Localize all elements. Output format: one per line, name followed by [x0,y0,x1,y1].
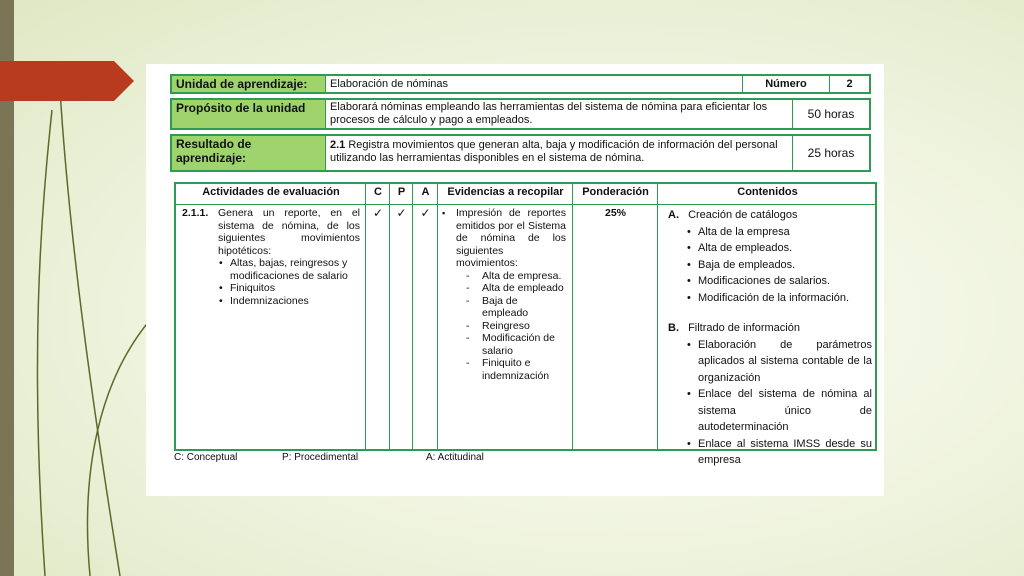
section-b-item: • Elaboración de parámetros aplicados al sistema contable de la organización [686,337,872,387]
evidence-cell [442,207,566,382]
section-a-title-row [668,207,872,224]
proposito-value: Elaborará nóminas empleando las herramientas del sistema de nómina para eficientar los procesos de cálculo y pago a empleados. [326,100,793,128]
header-a: A [421,186,430,198]
header-contenidos: Contenidos [737,186,798,198]
section-a-item: • Alta de la empresa [686,224,872,241]
section-b-letter: B. [668,322,679,334]
resultado-cell [326,136,793,170]
header-p: P [397,186,406,198]
resultado-horas: 25 horas [807,146,855,160]
col-p [390,184,413,449]
header-evidencias: Evidencias a recopilar [447,186,564,198]
evidence-item: - Alta de empresa. [456,270,566,283]
resultado-label: Resultado de aprendizaje: [172,136,326,170]
section-a-item: • Modificaciones de salarios. [686,273,872,290]
col-a [413,184,438,449]
legend-procedimental: P: Procedimental [282,452,359,463]
ponderacion-value: 25% [604,207,626,219]
evidence-item: - Finiquito e indemnización [456,357,566,382]
section-a-letter: A. [668,209,679,221]
unidad-row [170,74,871,94]
evidence-item: - Baja de empleado [456,295,566,320]
header-c: C [374,186,382,198]
resultado-num: 2.1 [330,139,346,151]
activity-item: • Finiquitos [218,282,360,295]
activity-item: • Indemnizaciones [218,295,360,308]
col-ponderacion [573,184,658,449]
section-a-item: • Alta de empleados. [686,240,872,257]
activity-item: • Altas, bajas, reingresos y modificaciones de salario [218,257,360,282]
legend-conceptual: C: Conceptual [174,452,238,463]
check-c: ✓ [372,206,384,220]
evidence-item: - Modificación de salario [456,332,566,357]
section-a-title: Creación de catálogos [688,209,798,221]
contenidos-cell [668,207,872,469]
unidad-label: Unidad de aprendizaje: [172,76,326,92]
evidence-text: ▪ Impresión de reportes emitidos por el Sistema de nómina de los siguientes movimientos: [442,207,566,270]
header-actividades: Actividades de evaluación [202,186,340,198]
proposito-horas: 50 horas [807,107,855,121]
section-a-item: • Baja de empleados. [686,257,872,274]
section-b-item: • Enlace del sistema de nómina al sistema único de autodeterminación [686,386,872,436]
title-accent-arrow [0,61,134,101]
section-a-item: • Modificación de la información. [686,290,872,307]
check-p: ✓ [396,206,407,220]
check-a: ✓ [420,206,431,220]
resultado-value: Registra movimientos que generan alta, baja y modificación de información del personal utilizando las herramientas disponibles en el sistema de nómina. [330,139,778,164]
activity-cell [182,207,360,307]
unidad-value: Elaboración de nóminas [326,76,743,92]
legend-actitudinal: A: Actitudinal [426,452,484,463]
section-b-title-row [668,320,872,337]
col-c [366,184,390,449]
numero-label: Número [743,76,830,92]
section-b-item: • Enlace al sistema IMSS desde su empresa [686,436,872,469]
proposito-label: Propósito de la unidad [172,100,326,128]
evidence-item: - Alta de empleado [456,282,566,295]
resultado-row [170,134,871,172]
header-ponderacion: Ponderación [582,186,649,198]
numero-value: 2 [846,78,853,90]
activity-text: Genera un reporte, en el sistema de nómina, de los siguientes movimientos hipotéticos: [218,207,360,257]
evidence-item: - Reingreso [456,320,566,333]
content-sheet [146,64,884,496]
activity-number: 2.1.1. [182,207,209,219]
proposito-row [170,98,871,130]
section-b-title: Filtrado de información [688,322,800,334]
